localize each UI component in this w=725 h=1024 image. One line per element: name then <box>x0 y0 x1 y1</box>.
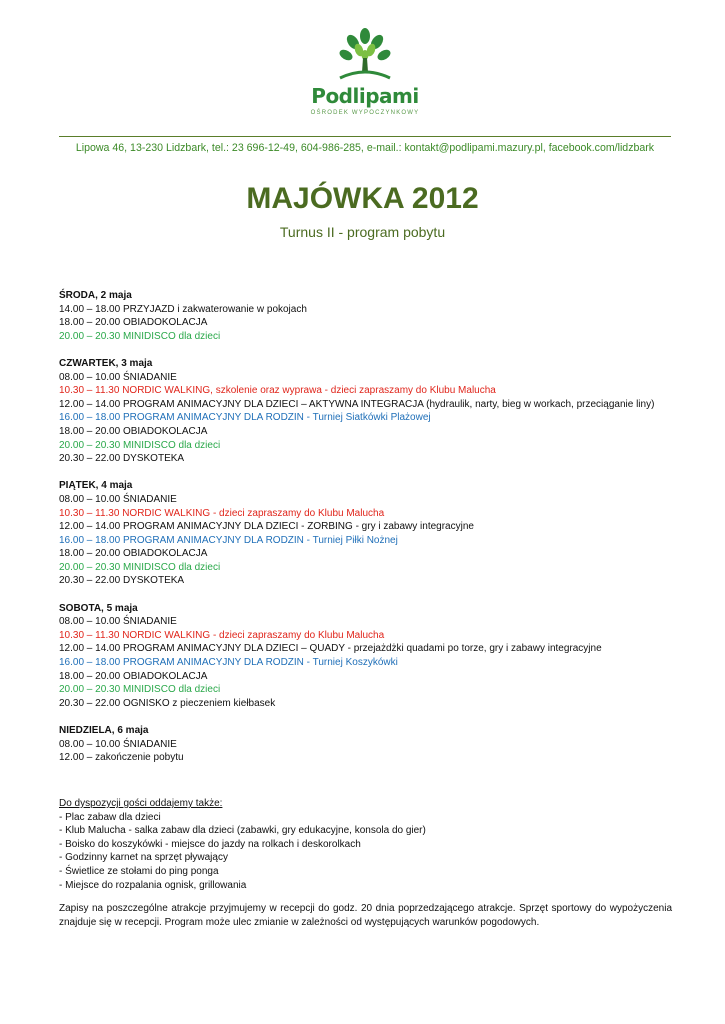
extras-item: - Godzinny karnet na sprzęt pływający <box>59 852 228 864</box>
tree-icon <box>336 28 394 84</box>
schedule-line: 12.00 – 14.00 PROGRAM ANIMACYJNY DLA DZIECI - ZORBING - gry i zabawy integracyjne <box>59 521 474 533</box>
extras-title: Do dyspozycji gości oddajemy także: <box>59 798 223 809</box>
day-block <box>59 289 679 343</box>
schedule-line: 20.00 – 20.30 MINIDISCO dla dzieci <box>59 439 221 451</box>
schedule-line: 16.00 – 18.00 PROGRAM ANIMACYJNY DLA RODZIN - Turniej Siatkówki Plażowej <box>59 412 431 424</box>
program-schedule <box>59 289 679 778</box>
schedule-line: 12.00 – zakończenie pobytu <box>59 752 184 764</box>
schedule-line: 12.00 – 14.00 PROGRAM ANIMACYJNY DLA DZIECI – QUADY - przejażdżki quadami po torze, gry i zabawy integracyjne <box>59 643 602 655</box>
schedule-line: 14.00 – 18.00 PRZYJAZD i zakwaterowanie w pokojach <box>59 303 307 315</box>
schedule-line: 18.00 – 20.00 OBIADOKOLACJA <box>59 548 208 560</box>
extras-item: - Klub Malucha - salka zabaw dla dzieci (zabawki, gry edukacyjne, konsola do gier) <box>59 825 426 837</box>
day-title: CZWARTEK, 3 maja <box>59 357 153 369</box>
extras-section <box>59 797 679 892</box>
day-block <box>59 724 679 765</box>
day-block <box>59 479 679 588</box>
schedule-line: 08.00 – 10.00 ŚNIADANIE <box>59 493 177 505</box>
page-title: MAJÓWKA 2012 <box>246 182 479 215</box>
schedule-line: 20.00 – 20.30 MINIDISCO dla dzieci <box>59 561 221 573</box>
schedule-line: 18.00 – 20.00 OBIADOKOLACJA <box>59 425 208 437</box>
logo <box>300 28 430 124</box>
extras-item: - Boisko do koszykówki - miejsce do jazdy na rolkach i deskorolkach <box>59 838 361 850</box>
schedule-line: 20.30 – 22.00 DYSKOTEKA <box>59 453 185 465</box>
extras-item: - Plac zabaw dla dzieci <box>59 811 161 823</box>
footer-note: Zapisy na poszczególne atrakcje przyjmujemy w recepcji do godz. 20 dnia poprzedzającego atrakcje. Sprzęt sportowy do wypożyczenia znajduje się w recepcji. Program może ulec zmianie w zależności od występujących warunków pogodowych. <box>59 903 672 928</box>
schedule-line: 16.00 – 18.00 PROGRAM ANIMACYJNY DLA RODZIN - Turniej Piłki Nożnej <box>59 534 398 546</box>
page-subtitle: Turnus II - program pobytu <box>279 224 446 240</box>
day-block <box>59 357 679 466</box>
schedule-line: 20.00 – 20.30 MINIDISCO dla dzieci <box>59 330 221 342</box>
header-divider <box>59 136 671 137</box>
day-title: SOBOTA, 5 maja <box>59 602 138 614</box>
day-title: PIĄTEK, 4 maja <box>59 480 133 492</box>
day-title: NIEDZIELA, 6 maja <box>59 725 149 736</box>
schedule-line: 08.00 – 10.00 ŚNIADANIE <box>59 616 177 628</box>
schedule-line: 10.30 – 11.30 NORDIC WALKING - dzieci zapraszamy do Klubu Malucha <box>59 629 385 641</box>
schedule-line: 10.30 – 11.30 NORDIC WALKING - dzieci zapraszamy do Klubu Malucha <box>59 507 385 519</box>
schedule-line: 18.00 – 20.00 OBIADOKOLACJA <box>59 670 208 682</box>
schedule-line: 20.00 – 20.30 MINIDISCO dla dzieci <box>59 684 221 696</box>
schedule-line: 08.00 – 10.00 ŚNIADANIE <box>59 738 177 750</box>
schedule-line: 10.30 – 11.30 NORDIC WALKING, szkolenie oraz wyprawa - dzieci zapraszamy do Klubu Malucha <box>59 385 496 397</box>
brand-name: Podlipami <box>311 84 419 108</box>
schedule-line: 12.00 – 14.00 PROGRAM ANIMACYJNY DLA DZIECI – AKTYWNA INTEGRACJA (hydraulik, narty, bieg w workach, przeciąganie liny) <box>59 398 655 410</box>
schedule-line: 08.00 – 10.00 ŚNIADANIE <box>59 371 177 383</box>
schedule-line: 16.00 – 18.00 PROGRAM ANIMACYJNY DLA RODZIN - Turniej Koszykówki <box>59 657 398 669</box>
extras-item: - Miejsce do rozpalania ognisk, grillowania <box>59 879 247 891</box>
schedule-line: 20.30 – 22.00 OGNISKO z pieczeniem kiełbasek <box>59 697 276 709</box>
day-block <box>59 602 679 711</box>
extras-item: - Świetlice ze stołami do ping ponga <box>59 865 219 877</box>
schedule-line: 18.00 – 20.00 OBIADOKOLACJA <box>59 317 208 329</box>
brand-subtitle: OŚRODEK WYPOCZYNKOWY <box>310 110 420 116</box>
day-title: ŚRODA, 2 maja <box>59 290 132 301</box>
schedule-line: 20.30 – 22.00 DYSKOTEKA <box>59 575 185 587</box>
contact-line: Lipowa 46, 13-230 Lidzbark, tel.: 23 696-12-49, 604-986-285, e-mail.: kontakt@podlipami.mazury.pl, facebook.com/lidzbark <box>75 142 655 154</box>
